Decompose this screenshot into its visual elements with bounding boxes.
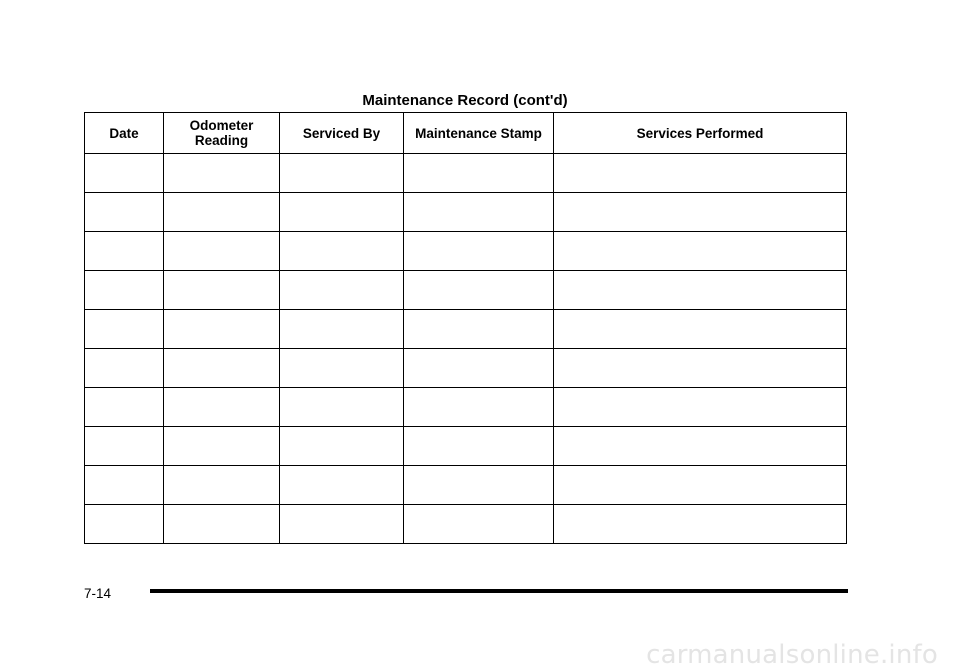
- cell-serviced-by: [280, 310, 404, 349]
- page-title: Maintenance Record (cont'd): [362, 92, 568, 109]
- cell-services-performed: [554, 388, 847, 427]
- cell-services-performed: [554, 193, 847, 232]
- cell-serviced-by: [280, 154, 404, 193]
- cell-date: [85, 505, 164, 544]
- cell-maintenance-stamp: [404, 505, 554, 544]
- cell-serviced-by: [280, 232, 404, 271]
- cell-maintenance-stamp: [404, 310, 554, 349]
- cell-serviced-by: [280, 505, 404, 544]
- cell-serviced-by: [280, 466, 404, 505]
- cell-services-performed: [554, 349, 847, 388]
- cell-serviced-by: [280, 349, 404, 388]
- cell-maintenance-stamp: [404, 271, 554, 310]
- cell-maintenance-stamp: [404, 154, 554, 193]
- table-row: [85, 154, 847, 193]
- cell-date: [85, 310, 164, 349]
- cell-date: [85, 232, 164, 271]
- cell-maintenance-stamp: [404, 232, 554, 271]
- cell-odometer-reading: [164, 193, 280, 232]
- cell-services-performed: [554, 505, 847, 544]
- cell-odometer-reading: [164, 271, 280, 310]
- cell-services-performed: [554, 154, 847, 193]
- table-row: [85, 427, 847, 466]
- cell-maintenance-stamp: [404, 466, 554, 505]
- cell-date: [85, 349, 164, 388]
- table-row: [85, 310, 847, 349]
- cell-date: [85, 466, 164, 505]
- table-row: [85, 505, 847, 544]
- cell-maintenance-stamp: [404, 349, 554, 388]
- cell-odometer-reading: [164, 310, 280, 349]
- cell-odometer-reading: [164, 505, 280, 544]
- cell-odometer-reading: [164, 466, 280, 505]
- cell-maintenance-stamp: [404, 427, 554, 466]
- page-number: 7-14: [84, 586, 112, 601]
- cell-odometer-reading: [164, 232, 280, 271]
- table-row: [85, 271, 847, 310]
- column-header-odometer-reading: Odometer Reading: [164, 113, 280, 154]
- column-header-serviced-by: Serviced By: [280, 113, 404, 154]
- table-row: [85, 388, 847, 427]
- cell-date: [85, 388, 164, 427]
- cell-services-performed: [554, 232, 847, 271]
- column-header-date: Date: [85, 113, 164, 154]
- maintenance-record-table: [84, 112, 847, 544]
- cell-date: [85, 193, 164, 232]
- cell-maintenance-stamp: [404, 193, 554, 232]
- cell-odometer-reading: [164, 427, 280, 466]
- record-rows: [85, 154, 847, 544]
- table-row: [85, 349, 847, 388]
- cell-odometer-reading: [164, 349, 280, 388]
- cell-date: [85, 154, 164, 193]
- cell-date: [85, 271, 164, 310]
- column-header-services-performed: Services Performed: [554, 113, 847, 154]
- cell-serviced-by: [280, 193, 404, 232]
- watermark: carmanualsonline.info: [646, 640, 938, 670]
- cell-serviced-by: [280, 427, 404, 466]
- cell-services-performed: [554, 271, 847, 310]
- footer-rule: [150, 589, 848, 593]
- cell-serviced-by: [280, 388, 404, 427]
- cell-odometer-reading: [164, 154, 280, 193]
- cell-serviced-by: [280, 271, 404, 310]
- cell-services-performed: [554, 466, 847, 505]
- cell-services-performed: [554, 310, 847, 349]
- cell-date: [85, 427, 164, 466]
- cell-odometer-reading: [164, 388, 280, 427]
- column-header-maintenance-stamp: Maintenance Stamp: [404, 113, 554, 154]
- cell-services-performed: [554, 427, 847, 466]
- table-row: [85, 466, 847, 505]
- header-row: [85, 113, 847, 154]
- table-row: [85, 193, 847, 232]
- cell-maintenance-stamp: [404, 388, 554, 427]
- table-row: [85, 232, 847, 271]
